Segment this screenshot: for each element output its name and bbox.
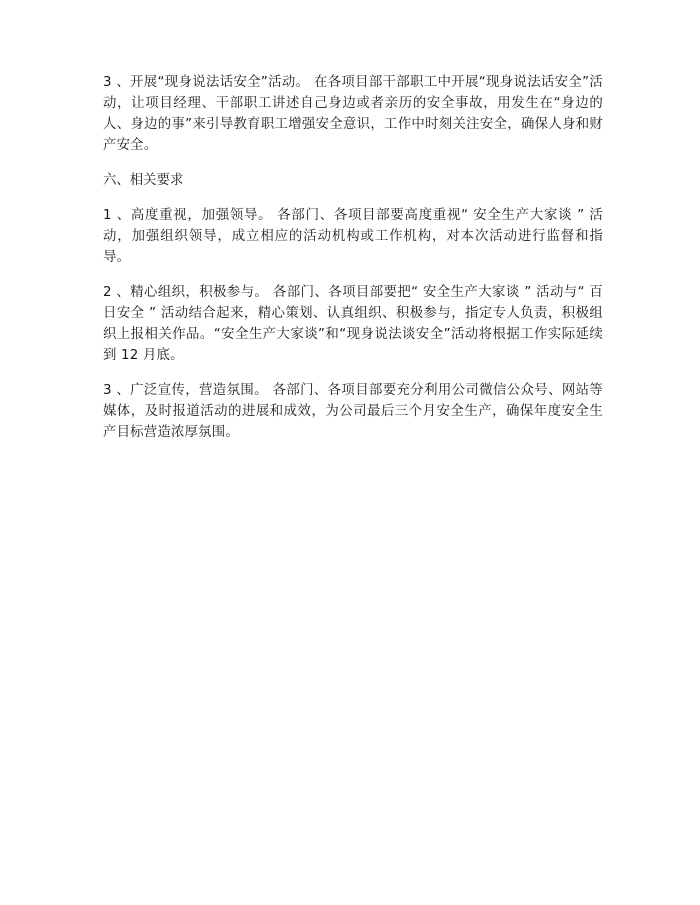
- section-heading-requirements: 六、相关要求: [103, 173, 184, 188]
- paragraph-requirement-1: 1 、高度重视，加强领导。 各部门、各项目部要高度重视“ 安全生产大家谈 ” 活动，加强组织领导，成立相应的活动机构或工作机构，对本次活动进行监督和指导。: [103, 208, 603, 265]
- paragraph-activity-3: 3 、开展“现身说法话安全”活动。 在各项目部干部职工中开展“现身说法话安全”活动，让项目经理、干部职工讲述自己身边或者亲历的安全事故，用发生在“身边的人、身边的事”来引导教育职工增强安全意识，工作中时刻关注安全，确保人身和财产安全。: [103, 75, 603, 153]
- document-page: [103, 72, 603, 457]
- paragraph-requirement-2: 2 、精心组织，积极参与。 各部门、各项目部要把“ 安全生产大家谈 ” 活动与“ 百日安全 ” 活动结合起来，精心策划、认真组织、积极参与，指定专人负责，积极组织上报相关作品。“安全生产大家谈”和“现身说法谈安全”活动将根据工作实际延续到 12 月底。: [103, 285, 603, 363]
- paragraph-requirement-3: 3 、广泛宣传，营造氛围。 各部门、各项目部要充分利用公司微信公众号、网站等媒体，及时报道活动的进展和成效，为公司最后三个月安全生产，确保年度安全生产目标营造浓厚氛围。: [103, 383, 603, 440]
